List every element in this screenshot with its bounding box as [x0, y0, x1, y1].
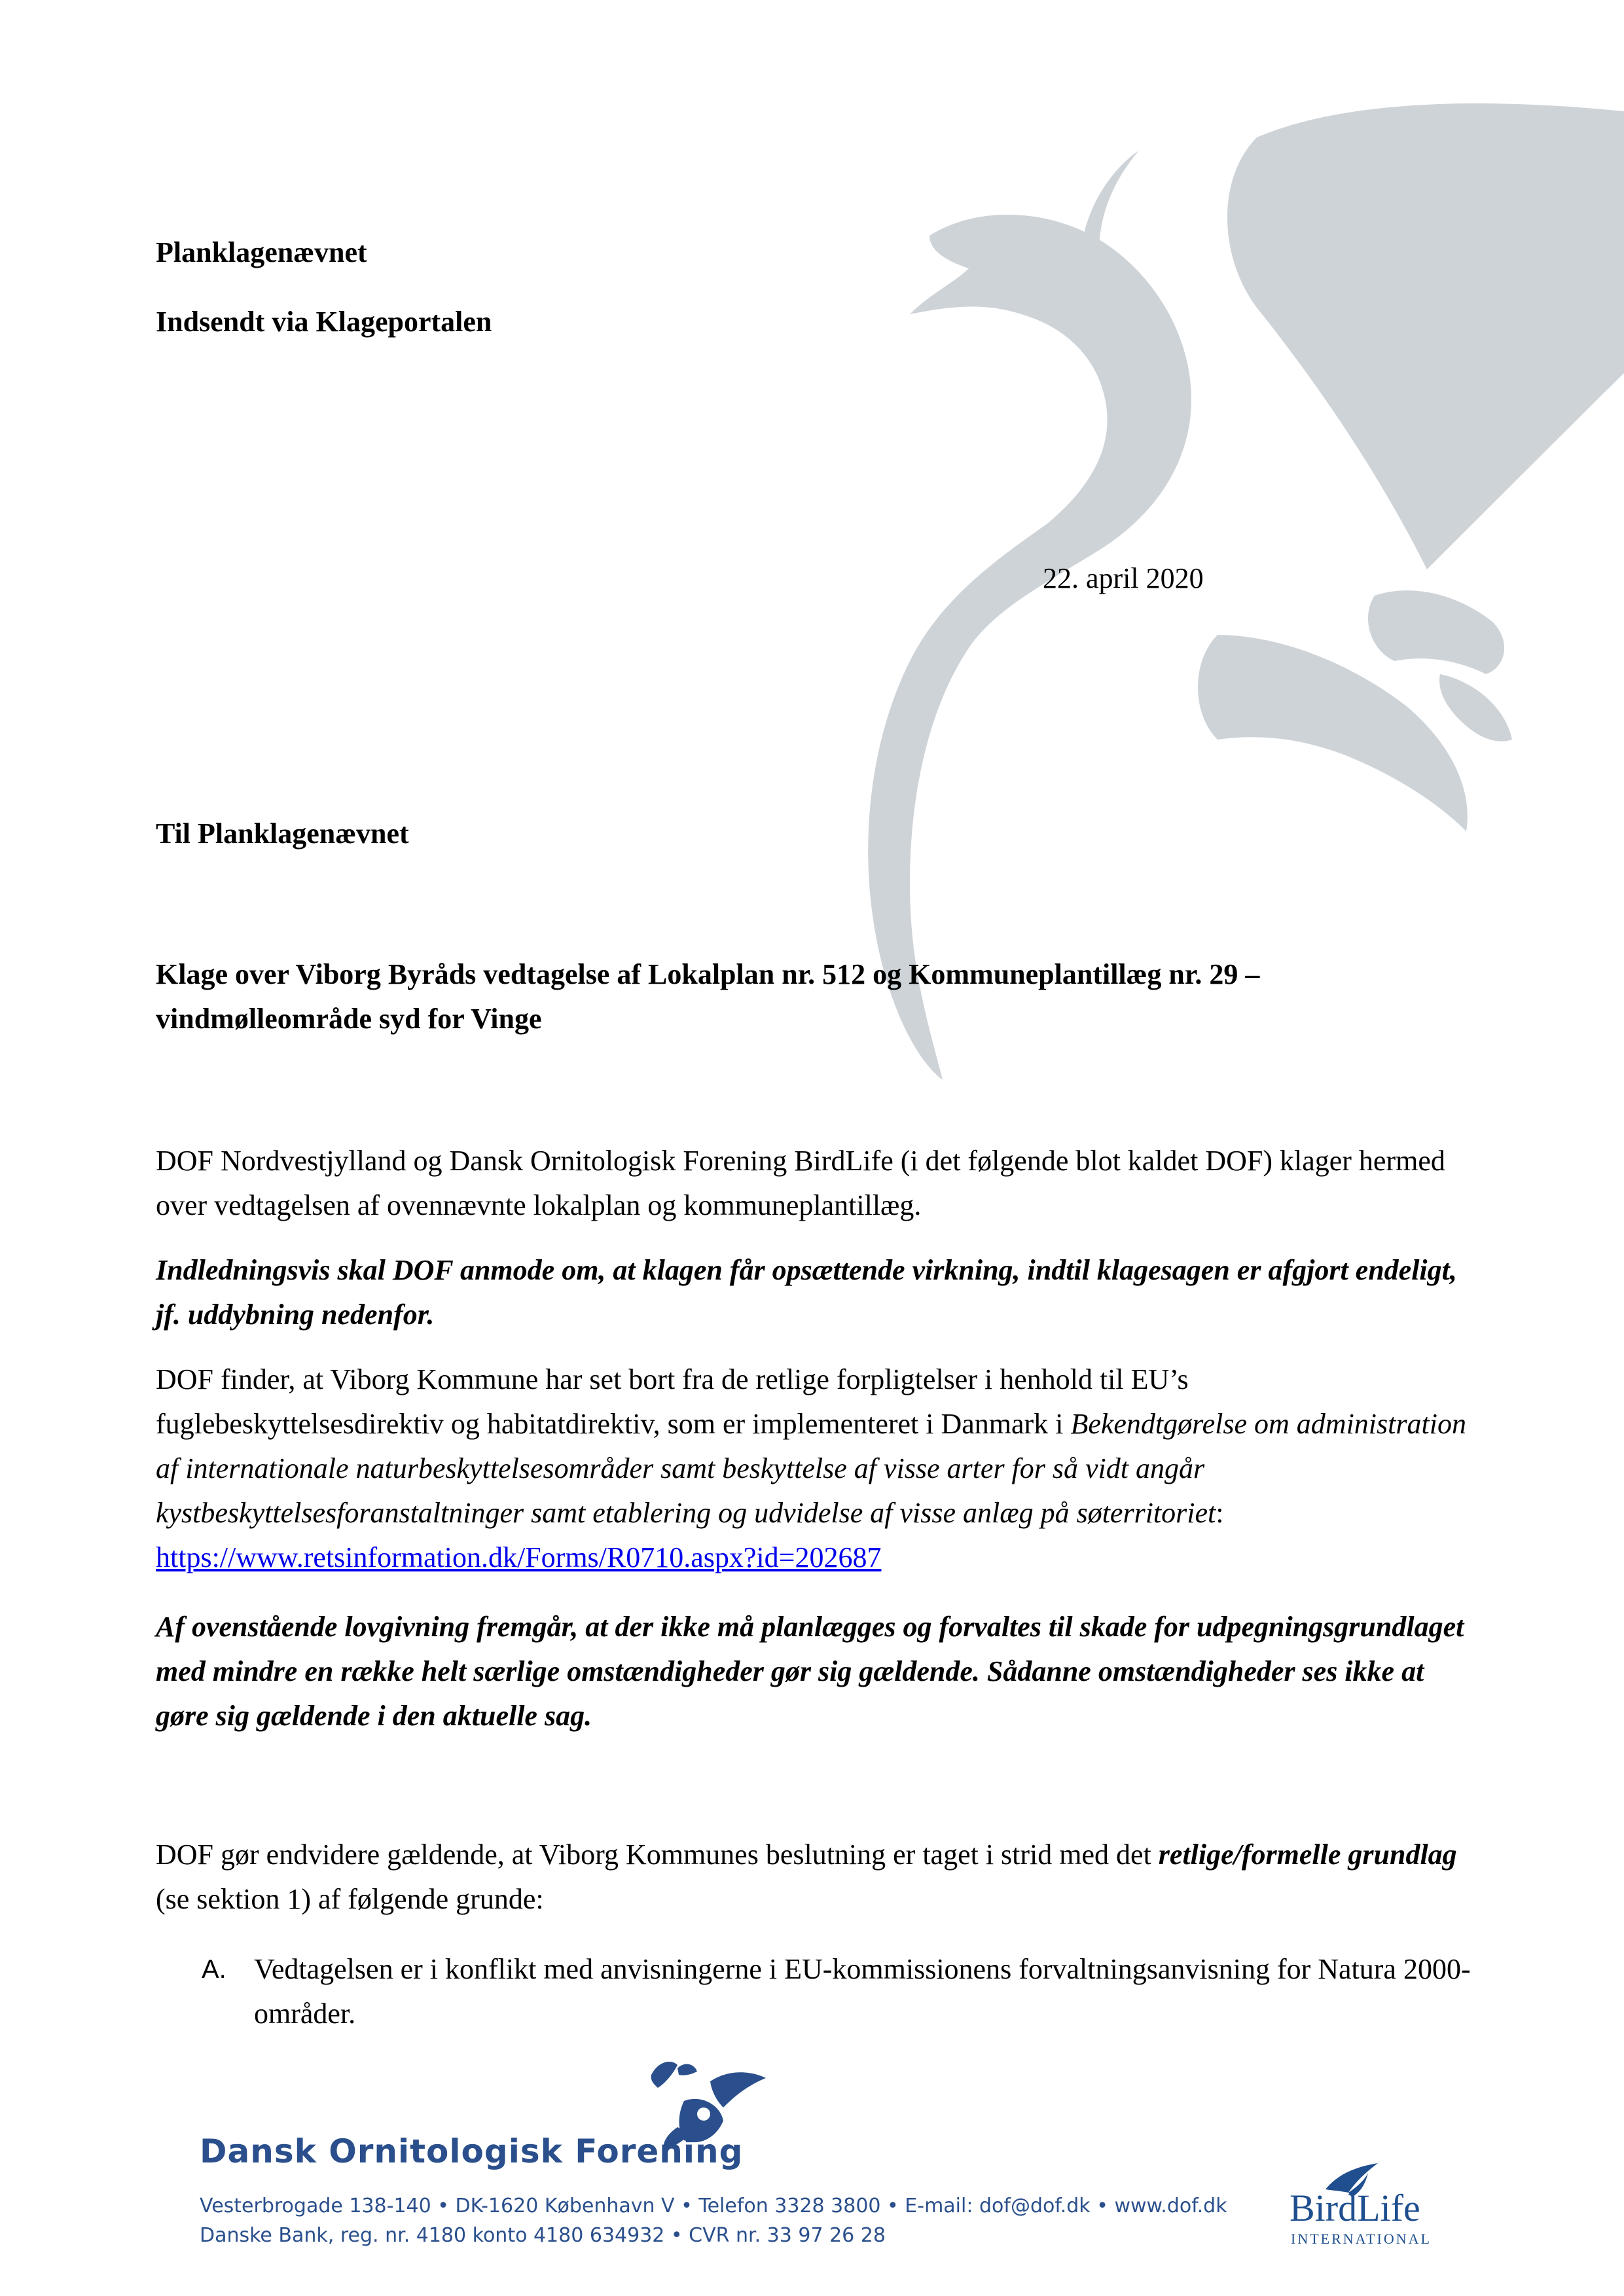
submission-channel: Indsendt via Klageportalen — [156, 306, 492, 338]
legal-basis-text: DOF finder, at Viborg Kommune har set bort fra de retlige forpligtelser i henhold til EU’s fuglebeskyttelsesdirektiv og habitatdirektiv, som er implementeret i Danmark i — [156, 1363, 1189, 1440]
bank-line: Danske Bank, reg. nr. 4180 konto 4180 634932 • CVR nr. 33 97 26 28 — [200, 2224, 886, 2247]
contact-line: Vesterbrogade 138-140 • DK-1620 København V • Telefon 3328 3800 • E-mail: dof@dof.dk • www.dof.dk — [200, 2195, 1227, 2217]
list-item-text: Vedtagelsen er i konflikt med anvisningerne i EU-kommissionens forvaltningsanvisning for Natura 2000-områder. — [254, 1953, 1471, 2030]
paragraph-grounds — [156, 1833, 1478, 1922]
paragraph-intro: DOF Nordvestjylland og Dansk Ornitologisk Forening BirdLife (i det følgende blot kaldet DOF) klager hermed over vedtagelsen af ovennævnte lokalplan og kommuneplantillæg. — [156, 1145, 1445, 1221]
regulation-colon: : — [1216, 1497, 1224, 1529]
birdlife-tagline: INTERNATIONAL — [1291, 2231, 1432, 2247]
birdlife-wordmark: BirdLife — [1290, 2187, 1420, 2229]
grounds-emphasis: retlige/formelle grundlag — [1158, 1839, 1457, 1871]
regulation-title: Bekendtgørelse om administration af internationale naturbeskyttelsesområder samt beskyttelse af visse arter for så vidt angår kystbeskyttelsesforanstaltninger samt etablering og udvidelse af visse anlæg på søterritoriet — [156, 1408, 1466, 1529]
list-marker: A. — [202, 1955, 226, 1984]
org-name: Dansk Ornitologisk Forening — [200, 2132, 744, 2170]
paragraph-legal-basis — [156, 1357, 1478, 1580]
grounds-text-end: (se sektion 1) af følgende grunde: — [156, 1883, 544, 1915]
grounds-text-start: DOF gør endvidere gældende, at Viborg Kommunes beslutning er taget i strid med det — [156, 1839, 1159, 1871]
recipient-name: Planklagenævnet — [156, 236, 367, 268]
salutation: Til Planklagenævnet — [156, 817, 409, 850]
subject-line: Klage over Viborg Byråds vedtagelse af Lokalplan nr. 512 og Kommuneplantillæg nr. 29 – vindmølleområde syd for Vinge — [156, 958, 1260, 1035]
retsinformation-link[interactable]: https://www.retsinformation.dk/Forms/R0710.aspx?id=202687 — [156, 1541, 882, 1573]
paragraph-legislation-summary: Af ovenstående lovgivning fremgår, at der ikke må planlægges og forvaltes til skade for udpegningsgrundlaget med mindre en række helt særlige omstændigheder gør sig gældende. Sådanne omstændigheder ses ikke at gøre sig gældende i den aktuelle sag. — [156, 1611, 1464, 1732]
paragraph-request-suspension: Indledningsvis skal DOF anmode om, at klagen får opsættende virkning, indtil klagesagen er afgjort endeligt, jf. uddybning nedenfor. — [156, 1254, 1457, 1331]
letter-date: 22. april 2020 — [1043, 562, 1204, 594]
